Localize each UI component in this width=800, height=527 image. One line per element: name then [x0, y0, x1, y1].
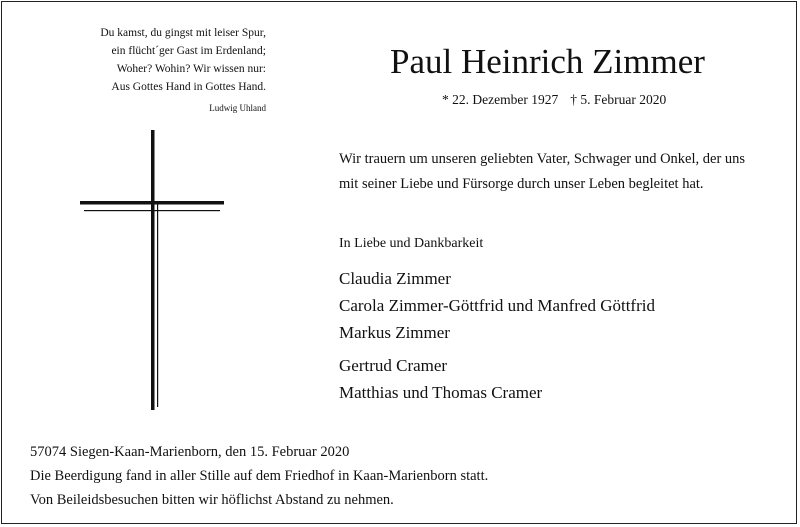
mourners-group-2 [339, 352, 655, 406]
mourners-list [339, 265, 655, 406]
obituary-frame [1, 1, 797, 524]
footer-notice [30, 440, 488, 512]
death-date: † 5. Februar 2020 [570, 92, 667, 107]
poem-line: Du kamst, du gingst mit leiser Spur, [100, 27, 266, 39]
mourner: Markus Zimmer [339, 323, 450, 342]
birth-date: * 22. Dezember 1927 [442, 92, 559, 107]
mourners-group-1 [339, 265, 655, 346]
place-date: 57074 Siegen-Kaan-Marienborn, den 15. Februar 2020 [30, 444, 350, 460]
cross-icon [80, 130, 224, 410]
poem [100, 24, 266, 114]
intro-line: Wir trauern um unseren geliebten Vater, Schwager und Onkel, der uns [339, 151, 746, 167]
intro-text [339, 147, 745, 197]
condolence-notice: Von Beileidsbesuchen bitten wir höflichst Abstand zu nehmen. [30, 492, 394, 508]
poem-line: Woher? Wohin? Wir wissen nur: [116, 63, 266, 75]
poem-line: ein flücht´ger Gast im Erdenland; [111, 45, 266, 57]
greeting: In Liebe und Dankbarkeit [339, 236, 484, 251]
intro-line: mit seiner Liebe und Fürsorge durch unser Leben begleitet hat. [339, 176, 704, 192]
poem-author: Ludwig Uhland [209, 103, 266, 113]
mourner: Gertrud Cramer [339, 356, 448, 375]
poem-line: Aus Gottes Hand in Gottes Hand. [111, 81, 266, 93]
burial-notice: Die Beerdigung fand in aller Stille auf dem Friedhof in Kaan-Marienborn statt. [30, 468, 489, 484]
mourner: Claudia Zimmer [339, 269, 451, 288]
deceased-name: Paul Heinrich Zimmer [390, 42, 705, 81]
mourner: Matthias und Thomas Cramer [339, 383, 543, 402]
mourner: Carola Zimmer-Göttfrid und Manfred Göttfrid [339, 296, 655, 315]
life-dates [442, 91, 666, 109]
